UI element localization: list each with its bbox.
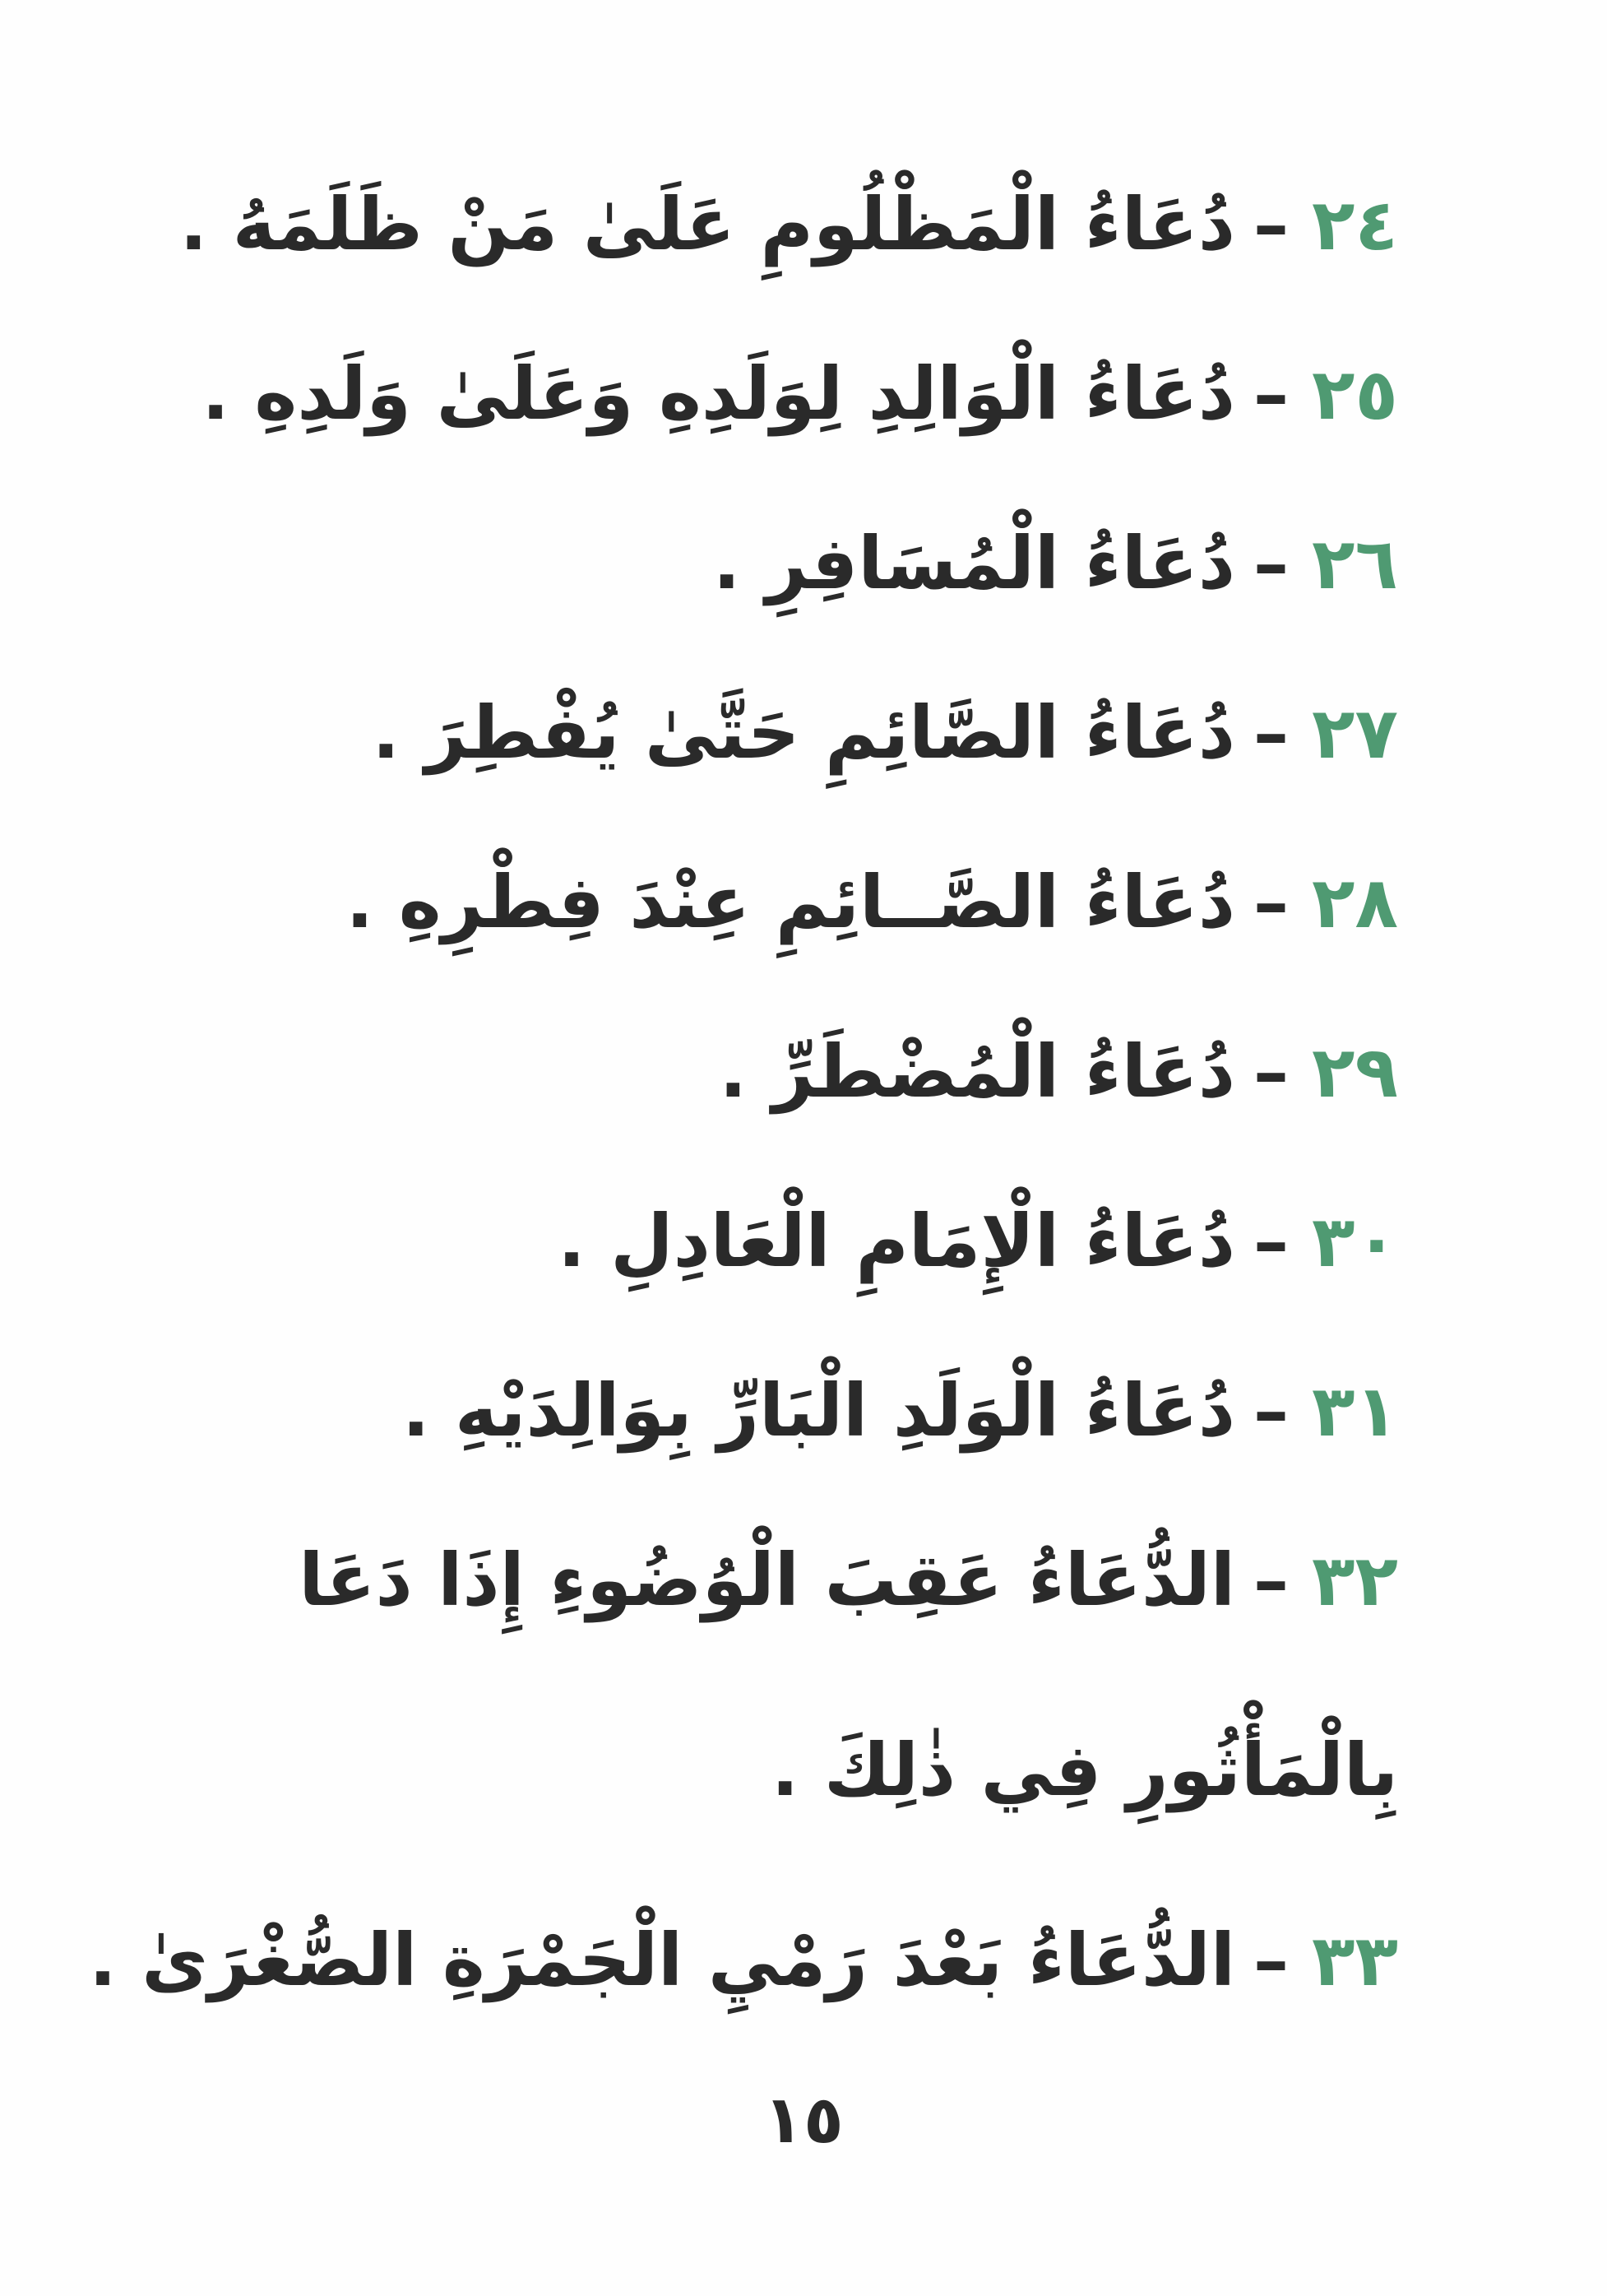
item-text: دُعَاءُ الْوَلَدِ الْبَارِّ بِوَالِدَيْهِ .	[401, 1368, 1236, 1453]
item-number: ٢٤	[1312, 184, 1398, 267]
item-separator: –	[1253, 1920, 1290, 2002]
item-number: ٢٧	[1312, 693, 1398, 775]
item-separator: –	[1253, 693, 1290, 775]
item-number: ٢٩	[1312, 1032, 1398, 1114]
item-separator: –	[1253, 523, 1290, 605]
dua-list	[89, 140, 1398, 2045]
list-item	[148, 1157, 1398, 1326]
item-text: الدُّعَاءُ عَقِبَ الْوُضُوءِ إِذَا دَعَا بِالْمَأْثُورِ فِي ذٰلِكَ .	[299, 1538, 1398, 1812]
list-item	[148, 818, 1398, 987]
item-text: دُعَاءُ الْمَظْلُومِ عَلَىٰ مَنْ ظَلَمَهُ .	[179, 182, 1236, 267]
item-text: دُعَاءُ الْمُضْطَرِّ .	[719, 1029, 1236, 1114]
item-number: ٣٣	[1312, 1920, 1398, 2002]
list-item	[148, 648, 1398, 818]
item-text: دُعَاءُ الْإِمَامِ الْعَادِلِ .	[558, 1199, 1236, 1283]
item-number: ٢٥	[1312, 354, 1398, 436]
item-separator: –	[1253, 862, 1290, 944]
list-item	[148, 309, 1398, 479]
item-text: دُعَاءُ الْوَالِدِ لِوَلَدِهِ وَعَلَىٰ وَلَدِهِ .	[201, 351, 1236, 436]
item-text: دُعَاءُ الصَّائِمِ حَتَّىٰ يُفْطِرَ .	[372, 690, 1236, 775]
item-number: ٣١	[1312, 1371, 1398, 1453]
list-item	[148, 987, 1398, 1157]
item-text: دُعَاءُ الصَّــائِمِ عِنْدَ فِطْرِهِ .	[345, 860, 1236, 944]
item-separator: –	[1253, 1371, 1290, 1453]
item-separator: –	[1253, 184, 1290, 267]
list-item	[89, 1876, 1398, 2045]
page-number: ١٥	[763, 2081, 844, 2158]
item-separator: –	[1253, 1540, 1290, 1622]
list-item	[148, 479, 1398, 648]
item-number: ٢٦	[1312, 523, 1398, 605]
item-number: ٣٠	[1312, 1201, 1398, 1283]
list-item	[148, 140, 1398, 309]
list-item	[148, 1326, 1398, 1496]
item-text: دُعَاءُ الْمُسَافِرِ .	[712, 521, 1236, 605]
item-separator: –	[1253, 1032, 1290, 1114]
list-item	[148, 1496, 1398, 1876]
item-number: ٢٨	[1312, 862, 1398, 944]
item-text: الدُّعَاءُ بَعْدَ رَمْيِ الْجَمْرَةِ الصُّغْرَىٰ .	[89, 1918, 1236, 2002]
item-separator: –	[1253, 1201, 1290, 1283]
item-separator: –	[1253, 354, 1290, 436]
item-number: ٣٢	[1312, 1540, 1398, 1622]
